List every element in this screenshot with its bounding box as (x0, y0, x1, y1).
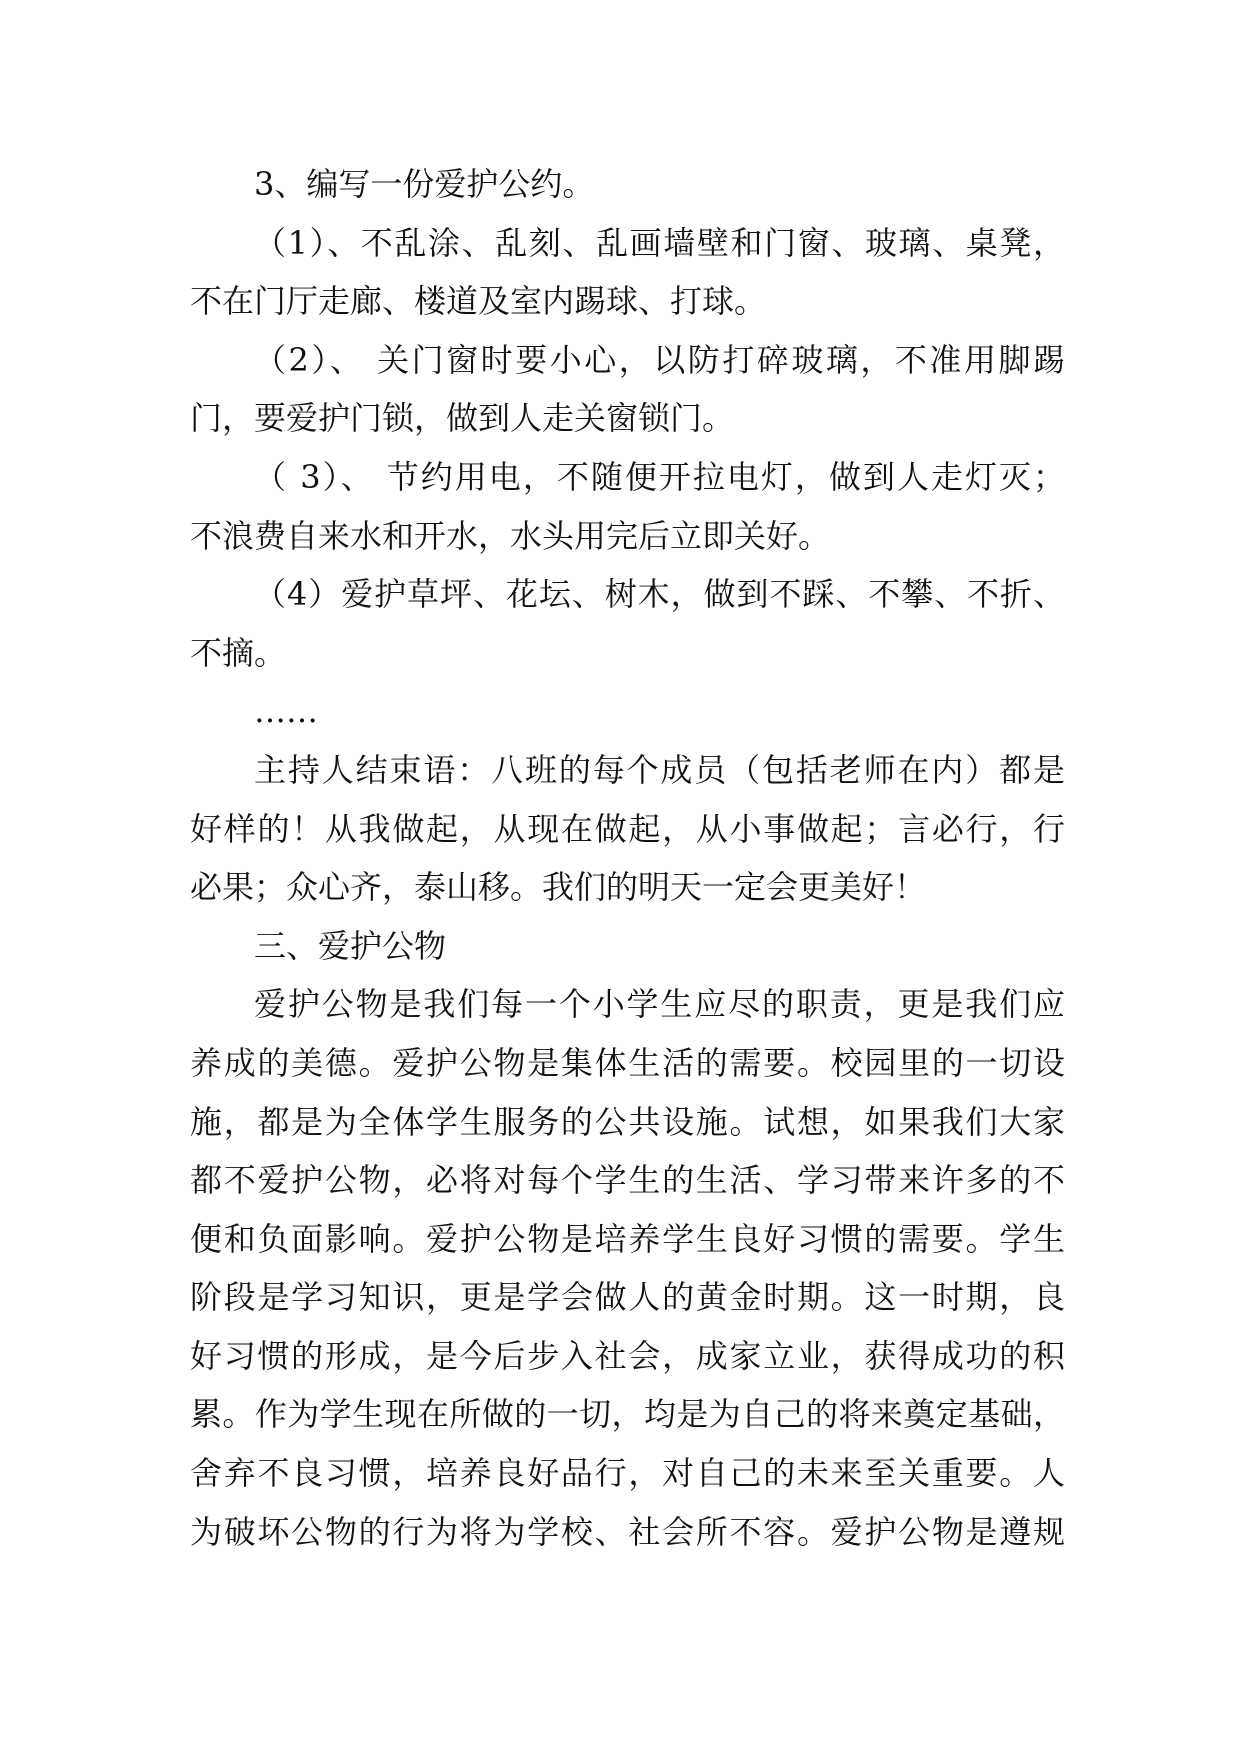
text-line: 主持人结束语：八班的每个成员（包括老师在内）都是 (254, 750, 1065, 789)
text-line: （ 3）、 节约用电，不随便开拉电灯，做到人走灯灭； (254, 457, 1065, 496)
text-line: 不浪费自来水和开水，水头用完后立即关好。 (190, 516, 831, 555)
paragraph (190, 331, 1065, 448)
paragraph (190, 214, 1065, 331)
text-line: 舍弃不良习惯，培养良好品行，对自己的未来至关重要。人 (190, 1454, 1065, 1493)
paragraph (190, 448, 1065, 565)
text-line: 都不爱护公物，必将对每个学生的生活、学习带来许多的不 (190, 1161, 1065, 1200)
text-line: （1）、不乱涂、乱刻、乱画墙壁和门窗、玻璃、桌凳， (254, 223, 1065, 262)
text-line: 养成的美德。爱护公物是集体生活的需要。校园里的一切设 (190, 1043, 1065, 1082)
text-line: 3、编写一份爱护公约。 (254, 165, 595, 203)
text-line: 好样的！从我做起，从现在做起，从小事做起；言必行，行 (190, 809, 1065, 848)
paragraph (190, 155, 1065, 214)
text-line: 不在门厅走廊、楼道及室内踢球、打球。 (190, 282, 767, 321)
text-line: （2）、 关门窗时要小心，以防打碎玻璃，不准用脚踢 (254, 340, 1065, 379)
text-line: …… (254, 692, 318, 731)
text-line: 便和负面影响。爱护公物是培养学生良好习惯的需要。学生 (190, 1219, 1065, 1258)
text-line: 阶段是学习知识，更是学会做人的黄金时期。这一时期，良 (190, 1278, 1065, 1317)
text-line: 门，要爱护门锁，做到人走关窗锁门。 (190, 399, 735, 438)
text-line: 不摘。 (190, 633, 287, 672)
text-line: 施，都是为全体学生服务的公共设施。试想，如果我们大家 (190, 1102, 1065, 1141)
text-line: 爱护公物是我们每一个小学生应尽的职责，更是我们应 (254, 985, 1065, 1024)
text-line: 必果；众心齐，泰山移。我们的明天一定会更美好！ (190, 868, 927, 907)
text-line: （4）爱护草坪、花坛、树木，做到不踩、不攀、不折、 (254, 575, 1065, 614)
text-line: 三、爱护公物 (254, 926, 447, 965)
paragraph (190, 565, 1065, 682)
paragraph (190, 741, 1065, 917)
paragraph (190, 975, 1065, 1561)
paragraph (190, 917, 1065, 976)
text-line: 为破坏公物的行为将为学校、社会所不容。爱护公物是遵规 (190, 1512, 1065, 1551)
document-body (190, 155, 1065, 1561)
paragraph (190, 682, 1065, 741)
text-line: 好习惯的形成，是今后步入社会，成家立业，获得成功的积 (190, 1336, 1065, 1375)
text-line: 累。作为学生现在所做的一切，均是为自己的将来奠定基础， (190, 1395, 1065, 1434)
